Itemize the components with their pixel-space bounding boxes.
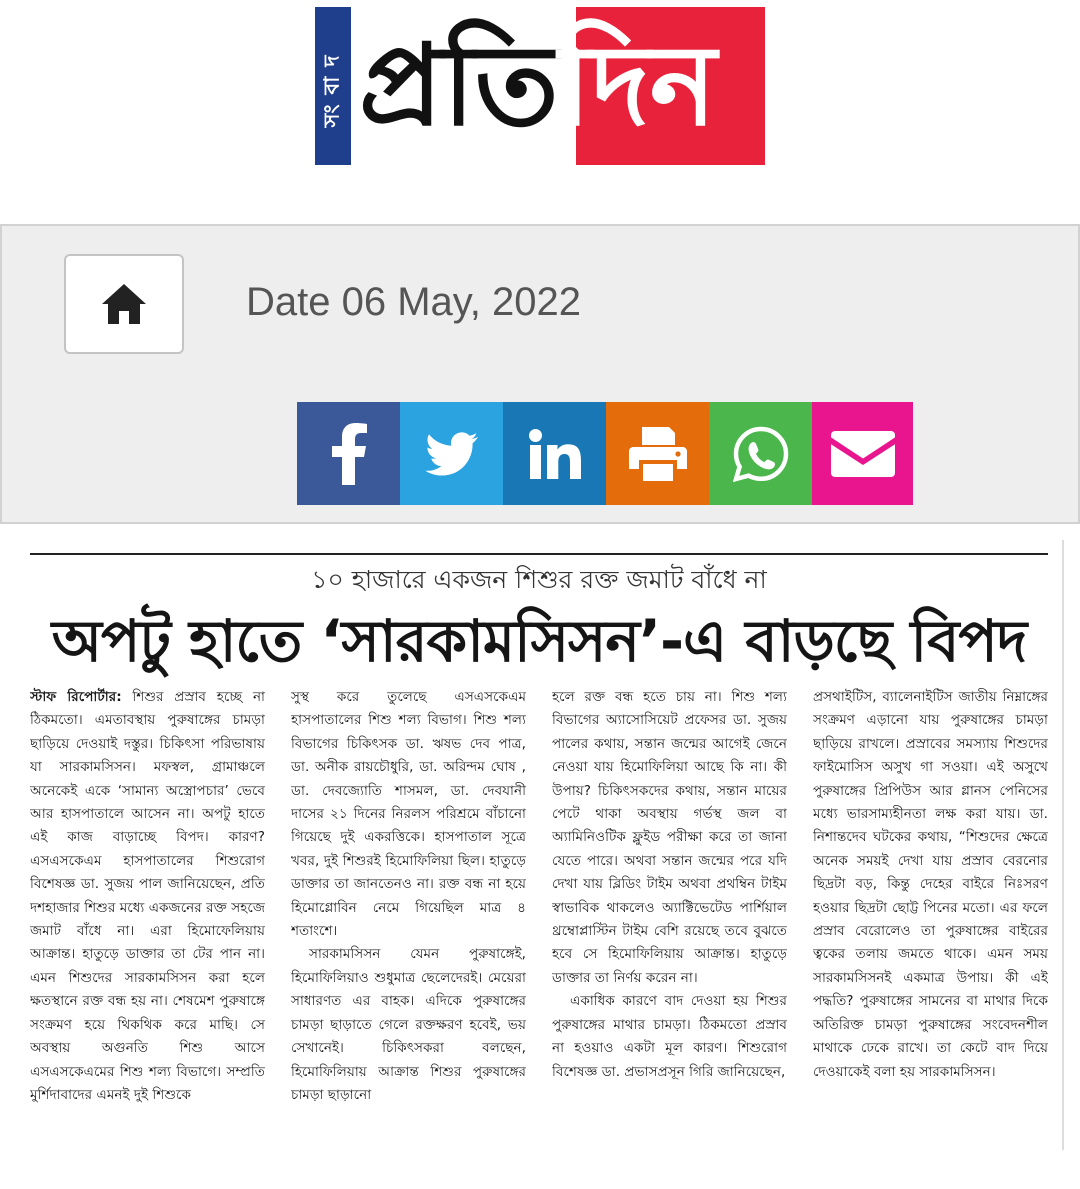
right-rule xyxy=(1062,540,1064,1150)
masthead xyxy=(0,0,1080,196)
article-paragraph: সারকামসিসন যেমন পুরুষাঙ্গেই, হিমোফিলিয়াও শুধুমাত্র ছেলেদেরই। মেয়েরা সাধারণত এর বাহক। এদিকে পুরুষাঙ্গের চামড়া ছাড়াতে গেলে রক্তক্ষরণ হবেই, ভয় সেখানেই। চিকিৎসকরা বলছেন, হিমোফিলিয়ায় আক্রান্ত শিশুর পুরুষাঙ্গের চামড়া ছাড়ানো xyxy=(291,946,526,1103)
print-icon xyxy=(629,427,687,481)
print-button[interactable] xyxy=(606,402,709,505)
home-icon xyxy=(100,282,148,326)
linkedin-share-button[interactable] xyxy=(503,402,606,505)
article-column-3 xyxy=(552,686,787,1132)
whatsapp-icon xyxy=(733,426,789,482)
article-paragraph: স্টাফ রিপোর্টার: শিশুর প্রস্রাব হচ্ছে না ঠিকমতো। এমতাবস্থায় পুরুষাঙ্গের চামড়া ছাড়িয়ে দেওয়াই দস্তুর। চিকিৎসা পরিভাষায় যা সারকামসিসন। মফস্বল, গ্রামাঞ্চলে অনেকেই একে ‘সামান্য অস্ত্রোপচার’ ভেবে আর হাসপাতালে আসেন না। অপটু হাতে এই কাজ বাড়াচ্ছে বিপদ। কারণ? এসএসকেএম হাসপাতালের শিশুরোগ বিশেষজ্ঞ ডা. সুজয় পাল জানিয়েছেন, প্রতি দশহাজার শিশুর মধ্যে একজনের রক্ত সহজে জমাট বাঁধে না। এরা হিমোফেলিয়ায় আক্রান্ত। হাতুড়ে ডাক্তার তা টের পান না। এমন শিশুদের সারকামসিসন করা হলে ক্ষতস্থানে রক্ত বন্ধ হয় না। শেষমেশ পুরুষাঙ্গে সংক্রমণ হয়ে থিকথিক করে মাছি। সে অবস্থায় অগুনতি শিশু আসে এসএসকেএমের শিশু শল্য বিভাগে। সম্প্রতি মুর্শিদাবাদের এমনই দুই শিশুকে xyxy=(30,689,265,1103)
publish-date: Date 06 May, 2022 xyxy=(246,280,582,324)
facebook-icon xyxy=(329,423,369,485)
logo-wordmark-a: প্রতি xyxy=(359,20,559,151)
home-button[interactable] xyxy=(64,254,184,354)
facebook-share-button[interactable] xyxy=(297,402,400,505)
article-column-2 xyxy=(291,686,526,1132)
twitter-icon xyxy=(425,431,479,477)
byline: স্টাফ রিপোর্টার: xyxy=(30,689,122,705)
top-rule xyxy=(30,553,1048,555)
article-kicker: ১০ হাজারে একজন শিশুর রক্ত জমাট বাঁধে না xyxy=(311,565,767,594)
article-paragraph: একাধিক কারণে বাদ দেওয়া হয় শিশুর পুরুষাঙ্গের মাথার চামড়া। ঠিকমতো প্রস্রাব না হওয়াও একটা মূল কারণ। শিশুরোগ বিশেষজ্ঞ ডা. প্রভাসপ্রসূন গিরি জানিয়েছেন, xyxy=(552,993,787,1080)
newspaper-clipping xyxy=(0,540,1080,1189)
logo-wordmark xyxy=(359,11,759,161)
info-bar xyxy=(0,224,1080,524)
twitter-share-button[interactable] xyxy=(400,402,503,505)
whatsapp-share-button[interactable] xyxy=(709,402,812,505)
share-bar xyxy=(297,402,913,505)
logo-side-text: সংবাদ xyxy=(319,45,344,127)
article-headline: অপটু হাতে ‘সারকামসিসন’-এ বাড়ছে বিপদ xyxy=(51,607,1027,675)
article-paragraph: হলে রক্ত বন্ধ হতে চায় না। শিশু শল্য বিভাগের অ্যাসোসিয়েট প্রফেসর ডা. সুজয় পালের কথায়, সন্তান জন্মের আগেই জেনে নেওয়া যায় হিমোফিলিয়া আছে কি না। কী উপায়? চিকিৎসকদের কথায়, সন্তান মায়ের পেটে থাকা অবস্থায় গর্ভস্থ জল বা অ্যামিনিওটিক ফ্লুইড পরীক্ষা করে তা জানা যেতে পারে। অথবা সন্তান জন্মের পরে যদি দেখা যায় ব্লিডিং টাইম অথবা প্রথম্বিন টাইম স্বাভাবিক থাকলেও অ্যাক্টিভেটেড পার্শিয়াল থ্রম্বোপ্লাস্টিন টাইম বেশি রয়েছে তবে বুঝতে হবে সে হিমোফিলিয়ায় আক্রান্ত। হাতুড়ে ডাক্তার তা নির্ণয় করেন না। xyxy=(552,689,787,986)
article-paragraph: প্রসথাইটিস, ব্যালেনাইটিস জাতীয় নিম্নাঙ্গের সংক্রমণ এড়ানো যায় পুরুষাঙ্গের চামড়া ছাড়িয়ে রাখলে। প্রস্রাবের সমস্যায় শিশুদের ফাইমোসিস অসুখ গা সওয়া। এই অসুখে পুরুষাঙ্গের প্রিপিউস আর গ্লানস পেনিসের মধ্যে ভারসাম্যহীনতা লক্ষ করা যায়। ডা. নিশান্তদেব ঘটকের কথায়, “শিশুদের ক্ষেত্রে অনেক সময়ই দেখা যায় প্রস্রাব বেরনোর ছিদ্রটা বড়, কিন্তু দেহের বাইরে নিঃসরণ হওয়ার ছিদ্রটা ছোট্ট পিনের মতো। এর ফলে প্রস্রাব বেরোলেও তা পুরুষাঙ্গের বাইরের ত্বকের তলায় জমতে থাকে। এমন সময় সারকামসিসনই একমাত্র উপায়। কী এই পদ্ধতি? পুরুষাঙ্গের সামনের বা মাথার দিকে অতিরিক্ত চামড়া পুরুষাঙ্গের সংবেদনশীল মাথাকে ঢেকে রাখে। তা কেটে বাদ দিয়ে দেওয়াকেই বলা হয় সারকামসিসন। xyxy=(813,689,1048,1080)
linkedin-icon xyxy=(528,429,582,479)
email-share-button[interactable] xyxy=(812,402,913,505)
article-paragraph: সুস্থ করে তুলেছে এসএসকেএম হাসপাতালের শিশু শল্য বিভাগ। শিশু শল্য বিভাগের চিকিৎসক ডা. ঋষভ দেব পাত্র, ডা. অনীক রায়চৌধুরি, ডা. অরিন্দম ঘোষ , ডা. দেবজ্যোতি শাসমল, ডা. দেবযানী দাসের ২১ দিনের নিরলস পরিশ্রমে বাঁচানো গিয়েছে দুই একরত্তিকে। হাসপাতাল সূত্রে খবর, দুই শিশুরই হিমোফিলিয়া ছিল। হাতুড়ে ডাক্তার তা জানতেনও না। রক্ত বন্ধ না হয়ে হিমোগ্লোবিন নেমে গিয়েছিল মাত্র ৪ শতাংশে। xyxy=(291,689,526,940)
article-column-4 xyxy=(813,686,1048,1132)
logo-wordmark-b: দিন xyxy=(558,20,717,151)
email-icon xyxy=(831,431,895,477)
pratidin-logo[interactable] xyxy=(315,7,765,165)
article-column-1 xyxy=(30,686,265,1132)
article-body xyxy=(30,686,1048,1136)
